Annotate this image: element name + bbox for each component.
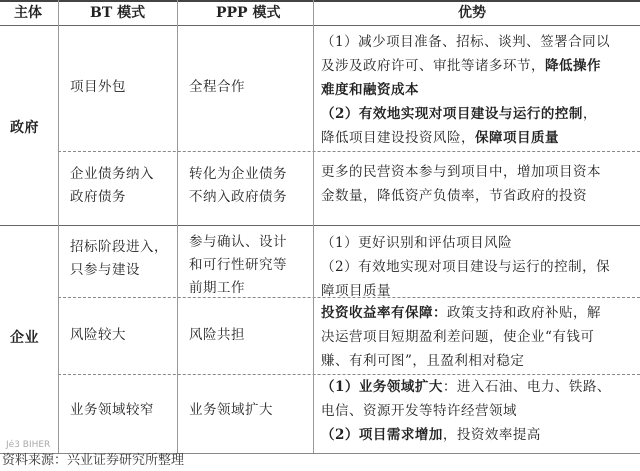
header-advantage: 优势 <box>458 5 486 21</box>
advantage-emphasis: 降低操作 <box>545 58 601 74</box>
ppp-line: 业务领域扩大 <box>189 402 273 418</box>
advantage-text: （1）更好识别和评估项目风险 <box>321 235 513 251</box>
advantage-line <box>321 30 610 54</box>
bt-cell <box>70 324 126 347</box>
ppp-line: 前期工作 <box>189 280 245 296</box>
advantage-text: 政策支持和政府补贴，解 <box>447 305 601 321</box>
ppp-line: 不纳入政府债务 <box>189 189 287 205</box>
advantage-line <box>321 301 601 325</box>
advantage-text: 电信、资源开发等特许经营领域 <box>321 403 517 419</box>
advantage-line <box>321 349 601 373</box>
advantage-line <box>321 375 611 399</box>
top-border <box>0 0 640 2</box>
header-ppp: PPP 模式 <box>216 5 281 21</box>
advantage-text: 金数量，降低资产负债率，节省政府的投资 <box>321 188 587 204</box>
header-bt: BT 模式 <box>90 5 146 21</box>
advantage-cell <box>321 375 611 447</box>
advantage-text: 更多的民营资本参与到项目中，增加项目资本 <box>321 164 601 180</box>
advantage-line <box>321 231 610 255</box>
advantage-text: 决运营项目短期盈利差问题，使企业“有钱可 <box>321 329 595 345</box>
bt-line: 企业债务纳入 <box>70 166 154 182</box>
group-enterprise: 企业 <box>10 330 39 346</box>
ppp-cell <box>189 231 287 300</box>
advantage-line <box>321 255 610 279</box>
advantage-cell <box>321 160 601 208</box>
ppp-cell <box>189 76 245 99</box>
advantage-emphasis: 投资收益率有保障： <box>321 305 447 321</box>
ppp-line: 全程合作 <box>189 79 245 95</box>
advantage-line <box>321 102 610 126</box>
col-divider <box>58 0 59 453</box>
ppp-cell <box>189 399 273 422</box>
advantage-emphasis: 难度和融资成本 <box>321 82 419 98</box>
header-divider <box>0 25 640 26</box>
advantage-emphasis: 业务领域扩大 <box>358 379 443 395</box>
advantage-cell <box>321 301 601 373</box>
advantage-text: 障项目质量 <box>321 283 391 299</box>
bt-line: 招标阶段进入， <box>70 239 168 255</box>
advantage-line <box>321 279 610 303</box>
col-divider <box>177 0 178 453</box>
advantage-line <box>321 423 611 447</box>
advantage-line <box>321 160 601 184</box>
advantage-line <box>321 184 601 208</box>
advantage-emphasis: 项目需求增加 <box>358 427 443 443</box>
advantage-text: ， <box>582 106 597 122</box>
advantage-text: 及涉及政府许可、审批等诸多环节， <box>321 58 545 74</box>
header-subject: 主体 <box>14 5 42 21</box>
col-divider <box>313 0 314 453</box>
advantage-text: ：进入石油、电力、铁路、 <box>442 379 611 395</box>
advantage-line <box>321 54 610 78</box>
ppp-line: 和可行性研究等 <box>189 257 287 273</box>
watermark: Jé3 BIHER <box>6 440 51 450</box>
bt-line: 政府债务 <box>70 189 126 205</box>
advantage-text: （2）有效地实现对项目建设与运行的控制，保 <box>321 259 611 275</box>
advantage-text: （1）减少项目准备、招标、谈判、签署合同以 <box>321 34 611 50</box>
bt-line: 只参与建设 <box>70 262 140 278</box>
bt-line: 业务领域较窄 <box>70 402 154 418</box>
bt-cell <box>70 399 154 422</box>
advantage-text: 赚、有利可图”，且盈利相对稳定 <box>321 353 525 369</box>
ppp-line: 风险共担 <box>189 327 245 343</box>
bt-cell <box>70 76 126 99</box>
ppp-cell <box>189 324 245 347</box>
source-note: 资料来源：兴业证券研究所整理 <box>2 453 185 468</box>
bt-line: 项目外包 <box>70 79 126 95</box>
advantage-line <box>321 126 610 150</box>
ppp-cell <box>189 163 287 209</box>
ppp-line: 参与确认、设计 <box>189 234 287 250</box>
advantage-emphasis: （2） <box>321 106 359 122</box>
group-divider <box>0 225 640 226</box>
row-divider <box>58 151 640 152</box>
advantage-cell <box>321 30 610 150</box>
advantage-emphasis: （2） <box>321 427 359 443</box>
advantage-text: ，投资效率提高 <box>442 427 541 443</box>
group-government: 政府 <box>10 120 39 136</box>
advantage-line <box>321 399 611 423</box>
advantage-line <box>321 78 610 102</box>
advantage-text: 降低项目建设投资风险， <box>321 130 475 146</box>
advantage-emphasis: 有效地实现对项目建设与运行的控制 <box>358 106 583 122</box>
advantage-cell <box>321 231 610 303</box>
advantage-emphasis: 保障项目质量 <box>475 130 559 146</box>
bt-line: 风险较大 <box>70 327 126 343</box>
bt-cell <box>70 163 154 209</box>
advantage-line <box>321 325 601 349</box>
advantage-emphasis: （1） <box>321 379 359 395</box>
ppp-line: 转化为企业债务 <box>189 166 287 182</box>
bt-cell <box>70 236 168 282</box>
